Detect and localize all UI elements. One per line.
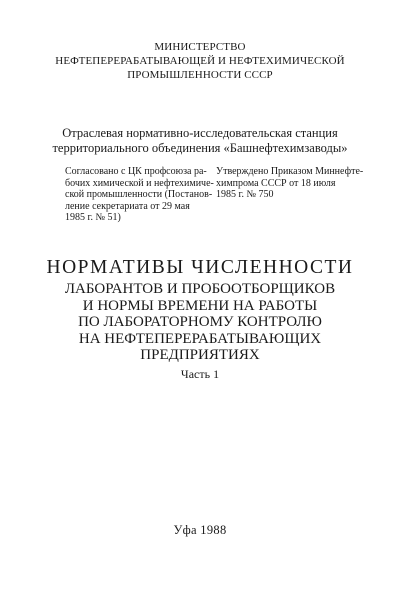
document-title: НОРМАТИВЫ ЧИСЛЕННОСТИ bbox=[46, 257, 354, 278]
part-number: Часть 1 bbox=[180, 367, 220, 381]
agreed-line: Согласовано с ЦК профсоюза ра- bbox=[65, 166, 207, 177]
document-subtitle bbox=[0, 281, 400, 364]
station-header bbox=[0, 126, 400, 156]
ministry-header bbox=[0, 40, 400, 82]
approved-line: химпрома СССР от 18 июля bbox=[216, 177, 336, 189]
approved-line: Утверждено Приказом Миннефте- bbox=[216, 166, 364, 177]
agreed-line: ской промышленности (Постанов- bbox=[65, 189, 213, 200]
station-line: территориального объединения «Башнефтехимзаводы» bbox=[52, 141, 348, 155]
ministry-line: НЕФТЕПЕРЕРАБАТЫВАЮЩЕЙ И НЕФТЕХИМИЧЕСКОЙ bbox=[55, 55, 345, 67]
subtitle-line: И НОРМЫ ВРЕМЕНИ НА РАБОТЫ bbox=[82, 297, 318, 314]
station-line: Отраслевая нормативно-исследовательская станция bbox=[62, 126, 338, 140]
agreed-block bbox=[65, 166, 215, 224]
agreed-line: бочих химической и нефтехимиче- bbox=[65, 177, 214, 189]
subtitle-line: ЛАБОРАНТОВ И ПРОБООТБОРЩИКОВ bbox=[64, 281, 336, 297]
subtitle-line: ПО ЛАБОРАТОРНОМУ КОНТРОЛЮ bbox=[78, 314, 322, 330]
imprint-city-year: Уфа 1988 bbox=[173, 523, 227, 537]
approved-line: 1985 г. № 750 bbox=[216, 189, 274, 200]
approved-block bbox=[216, 166, 376, 201]
ministry-line: МИНИСТЕРСТВО bbox=[154, 41, 246, 53]
subtitle-line: НА НЕФТЕПЕРЕРАБАТЫВАЮЩИХ bbox=[78, 330, 322, 347]
ministry-line: ПРОМЫШЛЕННОСТИ СССР bbox=[127, 69, 273, 81]
agreed-line: 1985 г. № 51) bbox=[65, 212, 121, 223]
agreed-line: ление секретариата от 29 мая bbox=[65, 200, 190, 212]
subtitle-line: ПРЕДПРИЯТИЯХ bbox=[140, 347, 260, 363]
